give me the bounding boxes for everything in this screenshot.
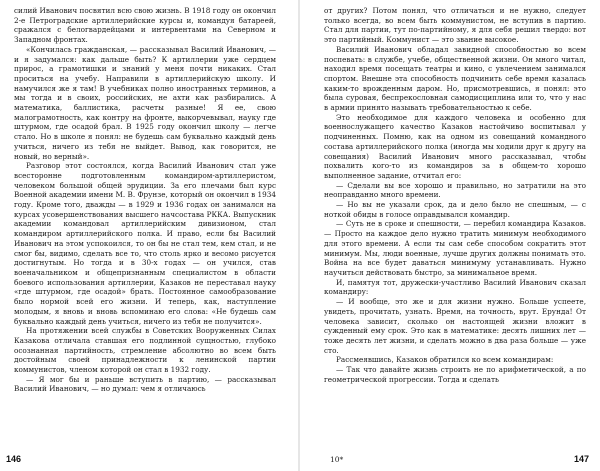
- left-page-number: 146: [6, 454, 22, 464]
- paragraph: — Сделали вы все хорошо и правильно, но затратили на это неоправданно много времени.: [324, 180, 586, 200]
- left-page: [14, 6, 276, 436]
- right-page-number: 147: [574, 454, 590, 464]
- paragraph: от других? Потом понял, что отличаться и не нужно, следует только всегда, во всем быть коммунистом, не вступив в партию. Стал для партии, тут по-партийному, я для себя решил твердо: вот это партийный. Коммунист — это звание высокое.: [324, 6, 586, 45]
- paragraph: Это необходимое для каждого человека и особенно для военнослужащего качество Казаков настойчиво воспитывал у подчиненных. Помню, как на одном из совещаний командного состава артиллерийского полка (иногда мы ходили друг к другу на совещания) Василий Иванович много рассказывал, чтобы похвалить кого-то из командиров за в общем-то хорошо выполненное задание, отчитал его:: [324, 112, 586, 180]
- paragraph: И, памятуя тот, дружески-участливо Василий Иванович сказал командиру:: [324, 277, 586, 297]
- paragraph: На протяжении всей службы в Советских Вооруженных Силах Казакова отличала ставшая его подлинной сущностью, глубоко осознанная партийность, стремление абсолютно во всем быть достойным своей принадлежности к ленинской партии коммунистов, членом которой он стал в 1932 году.: [14, 326, 276, 375]
- printer-signature-mark: 10*: [330, 455, 344, 464]
- paragraph: — Так что давайте жизнь строить не по арифметической, а по геометрической прогрессии. Тогда и сделать: [324, 365, 586, 384]
- paragraph: — Я мог бы и раньше вступить в партию, — рассказывал Василий Иванович, — но думал: чем я отличаюсь: [14, 374, 276, 394]
- paragraph: Рассмеявшись, Казаков обратился ко всем командирам:: [336, 355, 554, 365]
- right-page: [324, 6, 586, 436]
- paragraph: силий Иванович посвятил всю свою жизнь. В 1918 году он окончил 2-е Петроградские артиллерийские курсы и, командуя батареей, сражался с белогвардейцами и интервентами на Северном и Западном фронтах.: [14, 6, 276, 45]
- paragraph: — И вообще, это же и для жизни нужно. Больше успеете, увидеть, прочитать, узнать. Время, на точность, врут. Ерунда! От человека зависит, сколько он настоящей жизни вложит в сужденный ему срок. Это как в математике: десять лишних лет — тоже десять лет жизни, и сделать можно в два раза больше — уже сто.: [324, 297, 586, 355]
- paragraph: Разговор этот состоялся, когда Василий Иванович стал уже всесторонне подготовленным командиром-артиллеристом, человеком большой общей эрудиции. За его плечами был курс Военной академии имени М. В. Фрунзе, который он окончил в 1934 году. Кроме того, дважды — в 1929 и 1936 годах он занимался на курсах усовершенствования высшего начсостава РККА. Выпускник академии командовал артиллерийским дивизионом, стал командиром артиллерийского полка. И право, если бы Василий Иванович на этом успокоился, то он бы не стал тем, кем стал, и не смог бы, видимо, сделать все то, что столь ярко и весомо рисуется достигнутым. Но тогда и в 30-х годах — он учился, став военачальником и общепризнанным специалистом в области боевого использования артиллерии, Казаков не переставал науку «где штурмом, где осадой» брать. Постоянное самообразование было нормой всей его жизни. И теперь, как, наступление молодым, я вновь и вновь вспоминаю его слова: «Не будешь сам буквально каждый день учиться, ничего из тебя не получится».: [14, 161, 276, 326]
- paragraph: — Суть не в сроке и спешности, — перебил командира Казаков. — Просто на каждое дело нужно тратить минимум необходимого для этого времени. А если ты сам себе способом сократить этот минимум. Мы, люди военные, лучше других должны понимать это. Война на все будет даваться минимуму устанавливать. Нужно научиться действовать быстро, за минимальное время.: [324, 219, 586, 277]
- page-gutter: [298, 0, 300, 471]
- paragraph: Василий Иванович обладал завидной способностью во всем поспевать: в службе, учебе, общественной жизни. Он много читал, находил время посещать театры и кино, с увлечением занимался спортом. Внешне эта способность подчинить себе время казалась каким-то врожденным даром. Но, присмотревшись, я понял: это была суровая, беспрекословная самодисциплина или то, что у нас в армии принято называть требовательностью к себе.: [324, 44, 586, 113]
- paragraph: — Но вы не указали срок, да и дело было не спешным, — с ноткой обиды в голосе оправдывался командир.: [324, 200, 586, 219]
- paragraph: «Кончилась гражданская, — рассказывал Василий Иванович, — и я задумался: как дальше быть? К артиллерии уже сердцем прирос, а грамотишки и знаний у меня почти никаких. Стал проситься на учебу. Направили в артиллерийскую школу. И намучился же я там! В учебниках полно иностранных терминов, а мы тогда и в своих, российских, не ахти как разбирались. А математика, баллистика, расчеты разные! Я ее, свою малограмотность, как контру на фронте, выкорчевывал, науку где штурмом, где осадой брал. В 1925 году окончил школу — легче стало. Но в школе я понял: не будешь сам буквально каждый день учиться, ничего из тебя не выйдет. Вывод, как говорится, не новый, но верный».: [14, 44, 276, 161]
